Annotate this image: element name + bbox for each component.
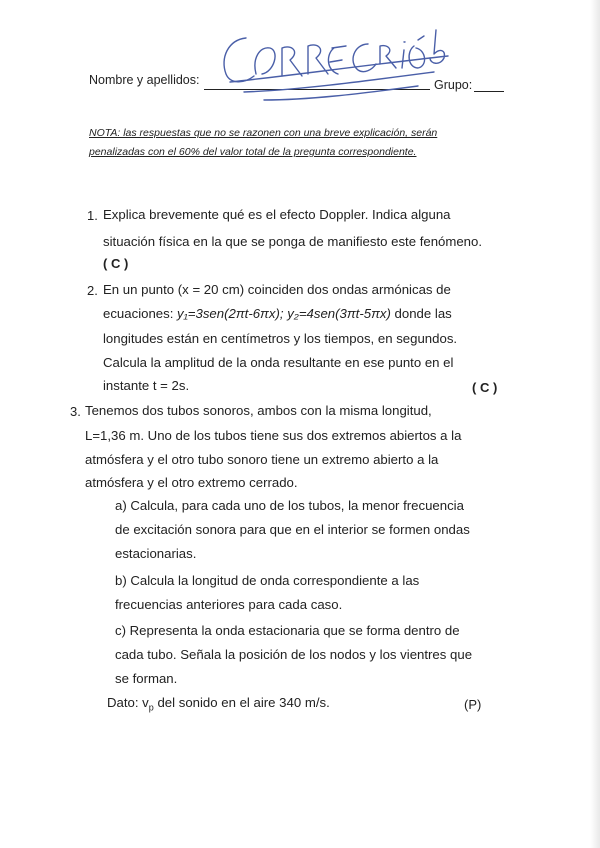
group-line <box>474 91 504 92</box>
question-2-line-3: longitudes están en centímetros y los tiempos, en segundos. <box>103 331 458 346</box>
question-1-line-1: Explica brevemente qué es el efecto Doppler. Indica alguna <box>103 207 451 222</box>
handwritten-name-signature <box>208 18 453 108</box>
question-3-line-2: L=1,36 m. Uno de los tubos tiene sus dos extremos abiertos a la <box>85 428 462 443</box>
question-2-number: 2. <box>87 283 98 298</box>
question-2-line-4: Calcula la amplitud de la onda resultante en ese punto en el <box>103 355 454 370</box>
question-2-line-5: instante t = 2s. <box>103 378 190 393</box>
note-line-2: penalizadas con el 60% del valor total de la pregunta correspondiente. <box>89 146 417 158</box>
question-2-equations: y₁=3sen(2πt-6πx); y₂=4sen(3πt-5πx) <box>177 306 391 321</box>
question-1-number: 1. <box>87 208 98 223</box>
question-3c-line-1: c) Representa la onda estacionaria que se forma dentro de <box>115 623 460 638</box>
question-3-number: 3. <box>70 404 81 419</box>
question-3-line-1: Tenemos dos tubos sonoros, ambos con la misma longitud, <box>85 403 432 418</box>
question-3c-line-2: cada tubo. Señala la posición de los nodos y los vientres que <box>115 647 473 662</box>
question-3c-line-3: se forman. <box>115 671 178 686</box>
question-3b-line-1: b) Calcula la longitud de onda correspondiente a las <box>115 573 420 588</box>
group-label: Grupo: <box>434 78 473 92</box>
question-3-grade: (P) <box>464 697 482 712</box>
question-1-grade: ( C ) <box>103 256 129 271</box>
question-3b-line-2: frecuencias anteriores para cada caso. <box>115 597 343 612</box>
question-2-line-2: ecuaciones: y₁=3sen(2πt-6πx); y₂=4sen(3πt-5πx) donde las <box>103 306 452 321</box>
name-label: Nombre y apellidos: <box>89 73 200 87</box>
question-3a-line-2: de excitación sonora para que en el interior se formen ondas <box>115 522 470 537</box>
question-3-dato: Dato: $v_p$ del sonido en el aire 340 m/s. <box>107 695 330 713</box>
question-2-line-1: En un punto (x = 20 cm) coinciden dos ondas armónicas de <box>103 282 451 297</box>
question-3-line-4: atmósfera y el otro extremo cerrado. <box>85 475 298 490</box>
question-2-grade: ( C ) <box>472 380 498 395</box>
scan-edge-shadow <box>590 0 600 848</box>
question-3a-line-3: estacionarias. <box>115 546 197 561</box>
question-3-line-3: atmósfera y el otro tubo sonoro tiene un extremo abierto a la <box>85 452 439 467</box>
question-1-line-2: situación física en la que se ponga de manifiesto este fenómeno. <box>103 234 483 249</box>
note-line-1: NOTA: las respuestas que no se razonen con una breve explicación, serán <box>89 127 438 139</box>
question-3a-line-1: a) Calcula, para cada uno de los tubos, la menor frecuencia <box>115 498 464 513</box>
